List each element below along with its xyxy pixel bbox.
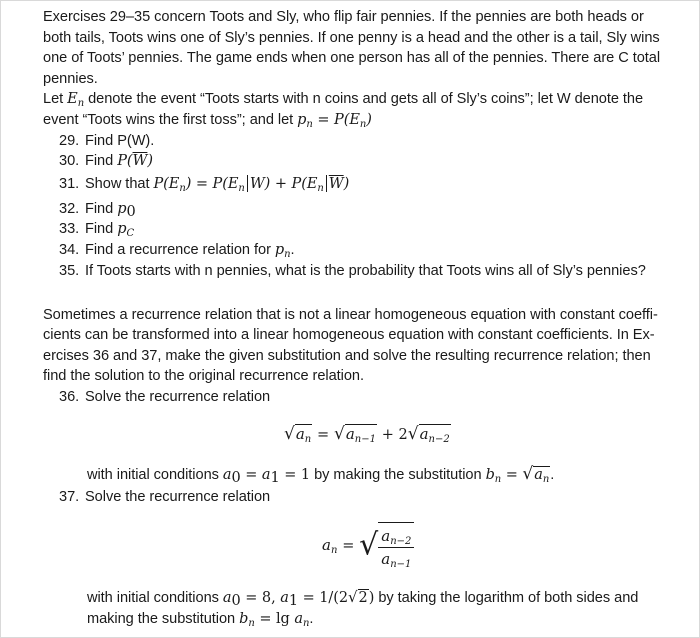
- exercise-text: Find P(W).: [85, 133, 155, 149]
- intro-line-4: pennies.: [43, 71, 98, 87]
- section2-line-3: ercises 36 and 37, make the given substitution and solve the resulting recurrence relation; then: [43, 348, 651, 364]
- exercise-text: Find: [85, 221, 118, 237]
- exercise-number: 32.: [59, 201, 80, 217]
- intro-line-6: [43, 110, 372, 130]
- ex37-conditions-end: by taking the logarithm of both sides and: [374, 590, 639, 606]
- exercise-text: Find a recurrence relation for: [85, 242, 275, 258]
- equation-36: $√a_n = √a_{n-1} + 2√a_{n-2}$: [284, 424, 450, 445]
- math-initial-37: $a_0 = 8$, $a_1 = 1/(2√2)$: [222, 588, 375, 609]
- exercise-34: 34. Find a recurrence relation for $p_n$.: [59, 242, 295, 260]
- exercise-35: [59, 261, 646, 281]
- math-En: $E_n$: [67, 91, 85, 109]
- exercise-text: Find: [85, 201, 118, 217]
- ex37-conditions-start: with initial conditions: [87, 590, 223, 606]
- ex36-conditions: with initial conditions $a_0 = a_1 = 1$ by making the substitution $b_n = √a_n$.: [87, 464, 555, 486]
- ex37-conditions: [87, 587, 638, 608]
- exercise-33: [59, 219, 134, 239]
- intro-line-5: [43, 89, 643, 109]
- exercise-text: Show that: [85, 176, 154, 192]
- exercise-31: [59, 174, 349, 194]
- exercise-number: 30.: [59, 153, 80, 169]
- exercise-number: 34.: [59, 242, 80, 258]
- math-substitution-37: $b_n = \lg a_n$: [239, 611, 310, 629]
- exercise-37: [59, 487, 270, 507]
- exercise-30: [59, 151, 153, 171]
- section2-line-2: cients can be transformed into a linear homogeneous equation with constant coefficients. In Ex-: [43, 327, 655, 343]
- exercise-number: 35.: [59, 263, 80, 279]
- exercise-text: Find: [85, 153, 118, 169]
- math-pC: $p_C$: [117, 221, 135, 239]
- intro-line-5-end: denote the event “Toots starts with n coins and gets all of Sly’s coins”; let W denote the: [84, 91, 644, 107]
- ex36-conditions-start: with initial conditions: [87, 467, 223, 483]
- exercise-36: [59, 387, 270, 407]
- ex36-conditions-mid: by making the substitution: [310, 467, 486, 483]
- math-p0: $p_0$: [117, 201, 136, 220]
- intro-line-6-start: event “Toots wins the first toss”; and let: [43, 112, 298, 128]
- exercise-32: [59, 199, 136, 219]
- exercise-text: Solve the recurrence relation: [85, 489, 271, 505]
- exercise-number: 31.: [59, 176, 80, 192]
- math-initial-36: $a_0 = a_1 = 1$: [222, 467, 311, 486]
- equation-37: $a_n$ = √ $\frac{a_{n-2}}{a_{n-1}}$: [322, 522, 414, 568]
- intro-line-2: both tails, Toots wins one of Sly’s pennies. If one penny is a head and the other is a tail, Sly wins: [43, 30, 660, 46]
- exercise-text: Solve the recurrence relation: [85, 389, 271, 405]
- math-substitution-36: $b_n = √a_n$: [485, 464, 550, 485]
- ex37-substitution-start: making the substitution: [87, 611, 240, 627]
- exercise-number: 29.: [59, 133, 80, 149]
- ex37-substitution: making the substitution $b_n = \lg a_n$.: [87, 611, 314, 629]
- math-pn-def: $p_n = P(E_n)$: [297, 112, 372, 130]
- math-pn: $p_n$: [274, 242, 291, 260]
- exercise-29: [59, 131, 154, 151]
- section2-line-1: Sometimes a recurrence relation that is not a linear homogeneous equation with constant coeffi-: [43, 307, 658, 323]
- exercise-number: 33.: [59, 221, 80, 237]
- intro-line-1: Exercises 29–35 concern Toots and Sly, who flip fair pennies. If the pennies are both heads or: [43, 9, 644, 25]
- intro-line-5-start: Let: [43, 91, 68, 107]
- exercise-number: 36.: [59, 389, 80, 405]
- exercise-text: If Toots starts with n pennies, what is the probability that Toots wins all of Sly’s pennies?: [85, 263, 646, 279]
- math-total-probability: $P(E_n) = P(E_n$ $W) + P(E_n$ $\overline{W}$): [153, 176, 350, 194]
- math-p-not-w: $P(\overline{W})$: [117, 153, 153, 169]
- intro-line-3: one of Toots’ pennies. The game ends when one person has all of the pennies. There are C total: [43, 50, 661, 66]
- section2-line-4: find the solution to the original recurrence relation.: [43, 368, 364, 384]
- exercise-number: 37.: [59, 489, 80, 505]
